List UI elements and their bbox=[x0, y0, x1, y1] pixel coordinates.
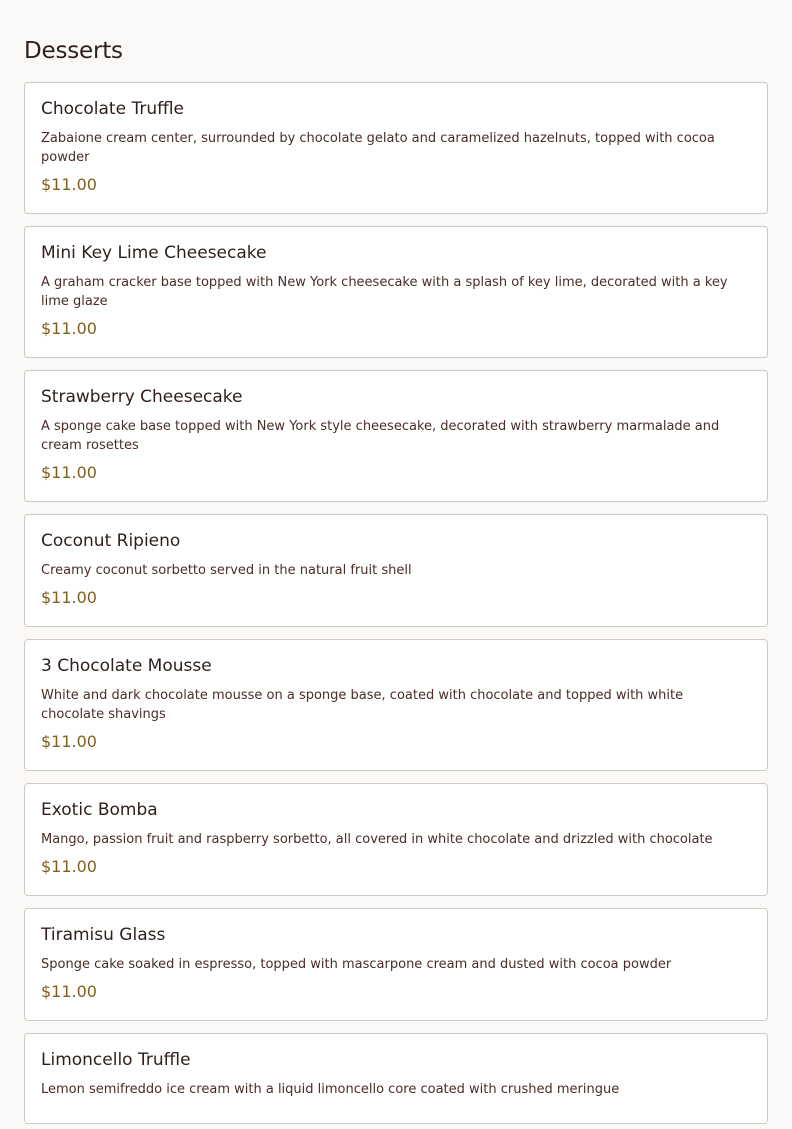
item-description: Zabaione cream center, surrounded by chocolate gelato and caramelized hazelnuts, topped with cocoa powder bbox=[41, 131, 715, 165]
item-description: Creamy coconut sorbetto served in the natural fruit shell bbox=[41, 563, 412, 578]
item-price: $11.00 bbox=[41, 857, 97, 876]
item-description: Sponge cake soaked in espresso, topped with mascarpone cream and dusted with cocoa powder bbox=[41, 957, 672, 972]
item-description: Lemon semifreddo ice cream with a liquid limoncello core coated with crushed meringue bbox=[41, 1082, 620, 1097]
item-price: $11.00 bbox=[41, 982, 97, 1001]
item-price: $11.00 bbox=[41, 319, 97, 338]
item-description: A sponge cake base topped with New York style cheesecake, decorated with strawberry marmalade and cream rosettes bbox=[41, 419, 720, 453]
menu-item-card[interactable] bbox=[24, 514, 768, 627]
item-description: A graham cracker base topped with New York cheesecake with a splash of key lime, decorated with a key lime glaze bbox=[41, 275, 728, 309]
menu-item-card[interactable] bbox=[24, 1033, 768, 1124]
item-price: $11.00 bbox=[41, 588, 97, 607]
item-name: Coconut Ripieno bbox=[41, 531, 181, 551]
section-title: Desserts bbox=[24, 38, 123, 64]
item-price: $11.00 bbox=[41, 175, 97, 194]
item-name: Limoncello Truffle bbox=[41, 1050, 191, 1070]
menu-item-card[interactable] bbox=[24, 82, 768, 214]
menu-item-card[interactable] bbox=[24, 226, 768, 358]
item-name: 3 Chocolate Mousse bbox=[41, 656, 212, 676]
item-price: $11.00 bbox=[41, 463, 97, 482]
menu-item-card[interactable] bbox=[24, 783, 768, 896]
item-name: Tiramisu Glass bbox=[41, 925, 166, 945]
menu-item-list bbox=[24, 82, 768, 1124]
item-name: Mini Key Lime Cheesecake bbox=[41, 243, 267, 263]
menu-item-card[interactable] bbox=[24, 370, 768, 502]
menu-item-card[interactable] bbox=[24, 639, 768, 771]
item-description: Mango, passion fruit and raspberry sorbetto, all covered in white chocolate and drizzled with chocolate bbox=[41, 832, 713, 847]
item-name: Chocolate Truffle bbox=[41, 99, 185, 119]
item-name: Exotic Bomba bbox=[41, 800, 158, 820]
item-name: Strawberry Cheesecake bbox=[41, 387, 243, 407]
item-price: $11.00 bbox=[41, 732, 97, 751]
item-description: White and dark chocolate mousse on a sponge base, coated with chocolate and topped with white chocolate shavings bbox=[41, 688, 684, 722]
menu-item-card[interactable] bbox=[24, 908, 768, 1021]
